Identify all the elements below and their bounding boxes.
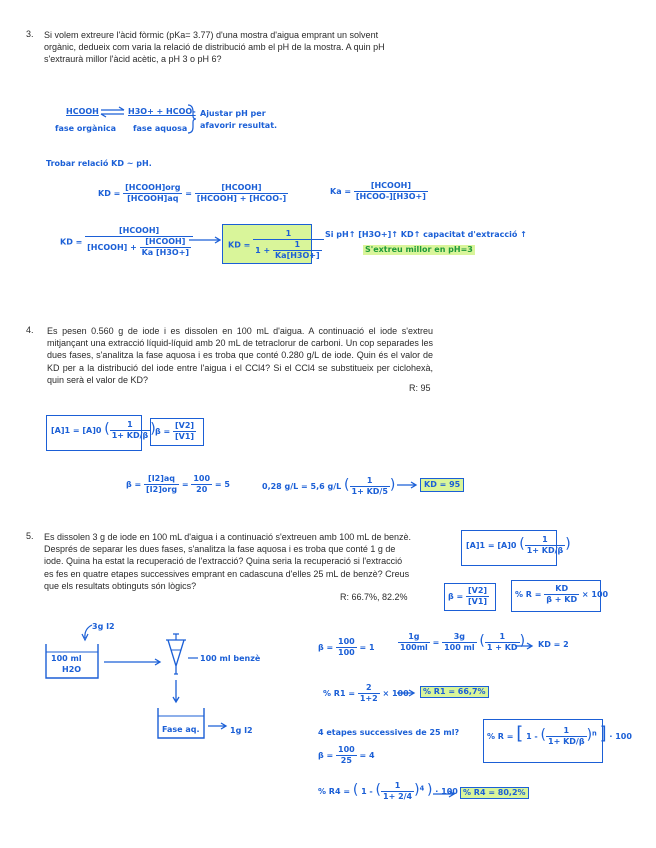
arrow-right-icon — [396, 481, 418, 489]
equilibrium-arrow-icon — [100, 106, 126, 118]
q5-i1-label: 1g I2 — [230, 726, 253, 735]
q3-trobar: Trobar relació KD ~ pH. — [46, 159, 152, 168]
q5-f1-num: 1 — [525, 535, 566, 546]
q5-r4-calc: % R4 = ( 1 - ( $\frac{1}{1+ 2/4}$ )$^4$ ) · 100 — [318, 781, 458, 801]
brace-icon — [187, 104, 197, 134]
q3-ka-eq — [330, 181, 428, 202]
kd-den1: [HCOOH]aq — [127, 194, 179, 203]
q5-r1-den: 1+2 — [359, 694, 378, 703]
q5-e1-num: 1g — [398, 632, 430, 643]
q3-note1: Si pH↑ [H3O+]↑ KD↑ capacitat d'extracció ↑ — [325, 230, 527, 239]
q4-b2-eq: = — [181, 480, 189, 489]
q5-kd-calc: $\frac{1g}{100ml}$ = $\frac{3g}{100 ml}$ ( $\frac{1}{1 + KD}$ ) — [400, 632, 526, 652]
q5-r-den: β + KD — [546, 595, 578, 604]
q5-rn-den: 1+ KD/β — [548, 737, 585, 746]
q5-b4-den: 25 — [340, 756, 352, 765]
q4-b2-den2: 20 — [196, 485, 208, 494]
kd2-label: KD = — [60, 237, 83, 247]
kd2-num: [HCOOH] — [85, 226, 193, 237]
q3-kd-eq: KD = $\frac{\text{[HCOOH]org}}{\text{[HCOOH]aq}}$ = $\frac{\text{[HCOOH]}}{\text{[HCOOH] + [HCOO-]}}$ — [98, 183, 287, 203]
q4-b2-label: β = — [126, 480, 142, 489]
arrow-right-icon — [514, 642, 534, 650]
q5-r4-num: 1 — [381, 781, 414, 792]
q4-c1-den: 1+ KD/5 — [351, 487, 388, 496]
q4-conc-calc: 0,28 g/L = 5,6 g/L ( $\frac{1}{1+ KD/5}$ ) — [262, 476, 396, 496]
q3-afavorir: afavorir resultat. — [200, 121, 278, 130]
beaker-diagram — [40, 620, 230, 745]
q4-number: 4. — [26, 325, 34, 335]
q5-e3-num: 1 — [485, 632, 520, 643]
q3-kd3-eq — [228, 229, 324, 261]
q4-beta — [155, 421, 196, 442]
ka-label: Ka = — [330, 187, 352, 196]
q3-note2: S'extreu millor en pH=3 — [365, 245, 473, 254]
arrow-right-icon — [396, 689, 416, 697]
q5-b3-num: 100 — [338, 637, 355, 646]
q5-vol-label: 100 ml — [51, 654, 82, 663]
q4-b2-res: = 5 — [214, 480, 230, 489]
q5-rn-one: 1 - — [526, 732, 538, 741]
q5-b4-label: β = — [318, 751, 334, 760]
q5-e3-den: 1 + KD — [486, 643, 518, 652]
q5-rn-label: % R = — [487, 732, 514, 741]
q5-r4-result: % R4 = 80,2% — [460, 787, 529, 799]
q5-benzene-label: 100 ml benzè — [200, 654, 261, 663]
q5-rn-formula: % R = [ 1 - ( $\frac{1}{1+ KD/\beta}$ )$^n$ ] · 100 — [487, 723, 632, 746]
q5-rn-exp: n — [592, 729, 597, 738]
q4-c1: 0,28 g/L = 5,6 g/L — [262, 482, 342, 491]
q5-b4-num: 100 — [338, 745, 355, 754]
arrow-right-icon — [432, 790, 456, 798]
q4-beta-calc — [126, 474, 230, 495]
q5-beta — [448, 586, 489, 607]
q5-i2-label: 3g I2 — [92, 622, 115, 631]
q5-beta-num: [V2] — [468, 586, 488, 595]
q5-beta-calc — [318, 637, 375, 658]
kd-num2: [HCOOH] — [195, 183, 288, 194]
q4-b2-num1: [I2]aq — [144, 474, 179, 485]
q5-answer: R: 66.7%, 82.2% — [340, 592, 408, 602]
q5-b4-res: = 4 — [359, 751, 375, 760]
q5-text: Es dissolen 3 g de iode en 100 mL d'aigua i a continuació s'extreuen amb 100 mL de benzè. Després de separar les dues fases, s'analitza la fase aquosa i es troba que conté 1 g de iode. Quina ha estat la recuperació de l'extracció? Quina seria la recuperació si l'extracció es fes en quatre etapes successives emprant en cadascuna d'elles 25 mL de benzè? Creus que els resultats obtinguts són lògics? — [44, 532, 412, 591]
q5-beta-den: [V1] — [468, 597, 488, 606]
kd3-den2-den: Ka[H3O+] — [274, 251, 320, 260]
q5-kd-result: KD = 2 — [538, 640, 569, 649]
q5-number: 5. — [26, 531, 34, 541]
q4-c1-num: 1 — [350, 476, 390, 487]
q3-number: 3. — [26, 29, 34, 39]
q3-eq-right: H3O+ + HCOO- — [128, 107, 196, 116]
ka-num: [HCOOH] — [354, 181, 428, 192]
q5-e2-den: 100 ml — [444, 643, 475, 652]
q4-b2-den1: [I2]org — [146, 485, 178, 494]
q3-fase-aquosa: fase aquosa — [133, 124, 188, 133]
q5-beta-label: β = — [448, 592, 464, 601]
kd3-den2-num: 1 — [273, 240, 322, 251]
q4-beta-label: β = — [155, 427, 171, 436]
kd3-num: 1 — [253, 229, 324, 240]
q5-r4-exp: 4 — [419, 784, 425, 793]
q5-b3-res: = 1 — [359, 643, 375, 652]
q5-r4-label: % R4 = — [318, 787, 351, 796]
q5-b3-label: β = — [318, 643, 334, 652]
q5-formula: [A]1 = [A]0 ( $\frac{1}{1+ KD/\beta}$ ) — [466, 535, 571, 555]
q5-fase-aq-label: Fase aq. — [162, 725, 200, 734]
q5-r-num: KD — [544, 584, 579, 595]
q4-text: Es pesen 0.560 g de iode i es dissolen en 100 mL d'aigua. A continuació el iode s'extreu mitjançant una extracció líquid-líquid amb 20 mL de tetraclorur de carboni. Un cop separades les dues fases, s'analitza la fase aquosa i es troba que conté 0.280 g/L de iode. Quin és el valor de KD per a la distribució del iode entre l'aigua i el CCl4? Si el CCl4 se substitueix per ciclohexà, quin serà el valor de KD? — [47, 326, 433, 385]
q5-r-label: % R = — [515, 590, 542, 599]
kd2-den1: [HCOOH] + — [87, 243, 137, 252]
q5-beta4-calc — [318, 745, 375, 766]
q3-text: Si volem extreure l'àcid fòrmic (pKa= 3.77) d'una mostra d'aigua emprant un solvent orgànic, deduеix com varia la relació de distribució amb el pH de la mostra. A quin pH s'extraurà millor l'àcid acètic, a pH 3 o pH 6? — [44, 30, 385, 65]
q4-f1-den: 1+ KD/β — [111, 431, 149, 440]
kd-den2: [HCOOH] + [HCOO-] — [196, 194, 287, 203]
q5-rn-num: 1 — [546, 726, 587, 737]
kd-label: KD = — [98, 189, 121, 198]
q5-h2o-label: H2O — [62, 665, 82, 674]
ka-den: [HCOO-][H3O+] — [355, 192, 426, 201]
q3-fase-organica: fase orgànica — [55, 124, 116, 133]
q4-kd-result: KD = 95 — [420, 478, 464, 492]
q5-rn-x: · 100 — [609, 732, 632, 741]
q5-r4-one: 1 - — [361, 787, 373, 796]
kd2-den2-den: Ka [H3O+] — [141, 248, 190, 257]
q5-a1: [A]1 = [A]0 — [466, 541, 517, 550]
q5-r1-num: 2 — [358, 683, 380, 694]
kd-num1: [HCOOH]org — [125, 183, 181, 192]
q4-a1: [A]1 = [A]0 — [51, 426, 102, 435]
kd3-label: KD = — [228, 240, 251, 250]
q4-f1-num: 1 — [110, 420, 151, 431]
q5-r4-x: · 100 — [435, 787, 458, 796]
kd2-den2-num: [HCOOH] — [140, 237, 191, 248]
q3-kd2-eq — [60, 226, 193, 258]
q5-r1-result: % R1 = 66,7% — [420, 686, 489, 698]
q5-e1-den: 100ml — [400, 643, 428, 652]
q5-etapes: 4 etapes successives de 25 ml? — [318, 728, 460, 737]
kd3-den1: 1 + — [255, 246, 271, 255]
q3-hcooh-left: HCOOH — [66, 107, 99, 116]
q4-beta-den: [V1] — [175, 432, 195, 441]
q4-b2-num2: 100 — [193, 474, 211, 483]
q4-beta-num: [V2] — [175, 421, 195, 430]
q3-ajustar: Ajustar pH per — [200, 109, 266, 118]
q5-r4-den: 1+ 2/4 — [383, 792, 413, 801]
q4-formula: [A]1 = [A]0 ( $\frac{1}{1+ KD/\beta}$ ) — [51, 420, 156, 440]
arrow-right-icon — [188, 236, 222, 244]
q5-recovery — [515, 584, 608, 605]
q5-r-x: × 100 — [581, 590, 609, 599]
q4-answer: R: 95 — [409, 383, 431, 393]
q5-b3-den: 100 — [338, 648, 355, 657]
q5-f1-den: 1+ KD/β — [526, 546, 564, 555]
q5-e2-num: 3g — [442, 632, 477, 643]
q5-r1-x: × 100 — [382, 689, 409, 698]
q5-r1-label: % R1 = — [323, 689, 356, 698]
